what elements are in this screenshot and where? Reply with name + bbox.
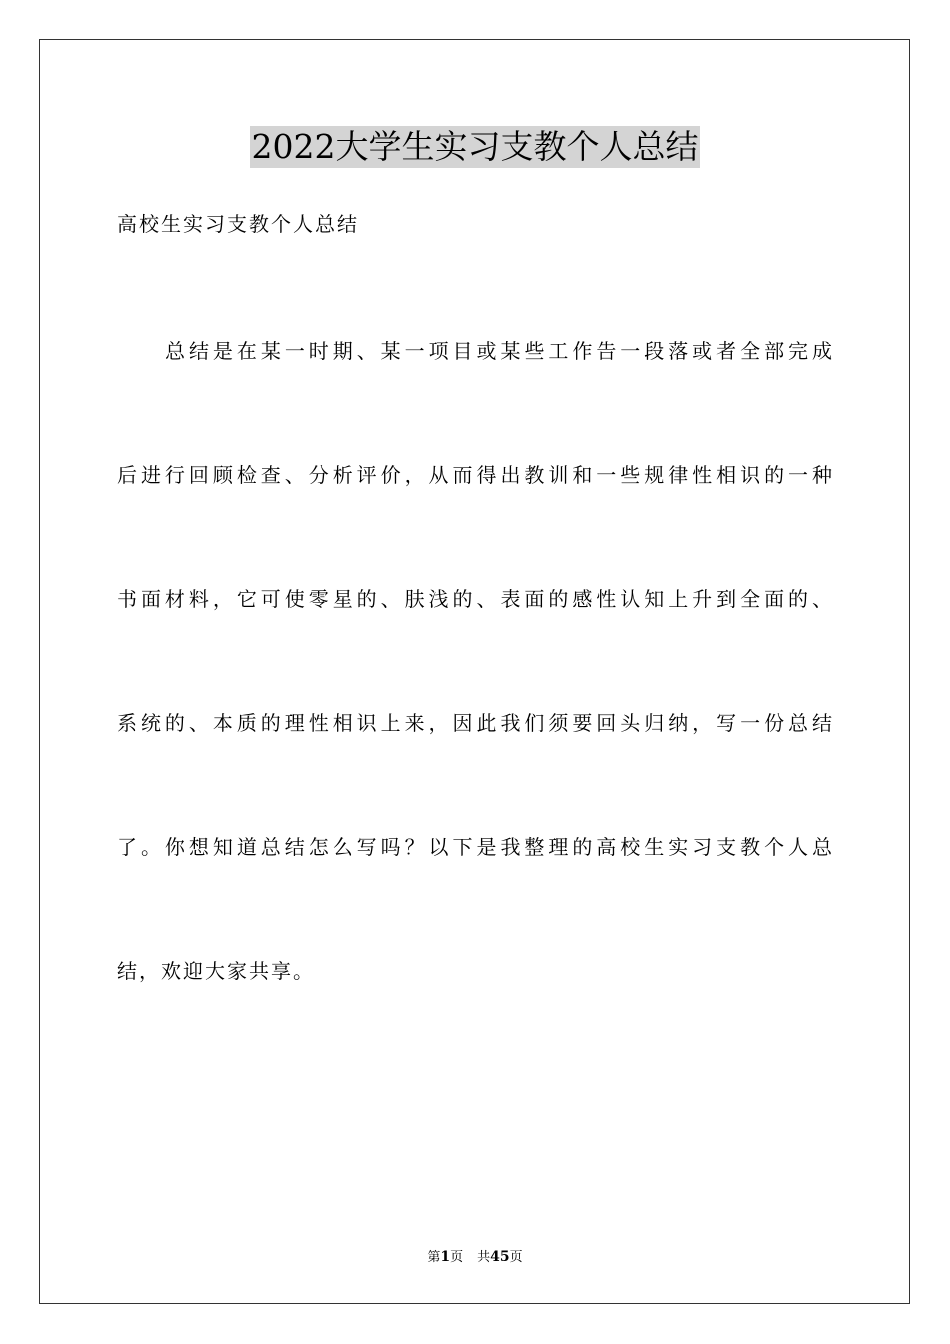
footer-total-pages: 45 — [490, 1249, 510, 1265]
paragraph-line-3: 书面材料，它可使零星的、肤浅的、表面的感性认知上升到全面的、 — [117, 587, 832, 611]
paragraph-line-4: 系统的、本质的理性相识上来，因此我们须要回头归纳，写一份总结 — [117, 711, 832, 735]
page-footer — [0, 1248, 950, 1267]
paragraph-line-6: 结，欢迎大家共享。 — [117, 959, 315, 983]
paragraph-line-1: 总结是在某一时期、某一项目或某些工作告一段落或者全部完成 — [165, 339, 832, 363]
document-subtitle: 高校生实习支教个人总结 — [117, 212, 359, 236]
footer-page-suffix: 页 — [450, 1250, 464, 1265]
footer-page-prefix: 第 — [427, 1250, 441, 1265]
paragraph-line-2: 后进行回顾检查、分析评价，从而得出教训和一些规律性相识的一种 — [117, 463, 832, 487]
title-container — [0, 126, 950, 168]
footer-page-number: 1 — [440, 1249, 451, 1265]
footer-total-prefix: 共 — [477, 1250, 491, 1265]
paragraph-line-5: 了。你想知道总结怎么写吗？以下是我整理的高校生实习支教个人总 — [117, 835, 832, 859]
document-title: 2022大学生实习支教个人总结 — [251, 127, 699, 166]
footer-total-suffix: 页 — [509, 1250, 523, 1265]
